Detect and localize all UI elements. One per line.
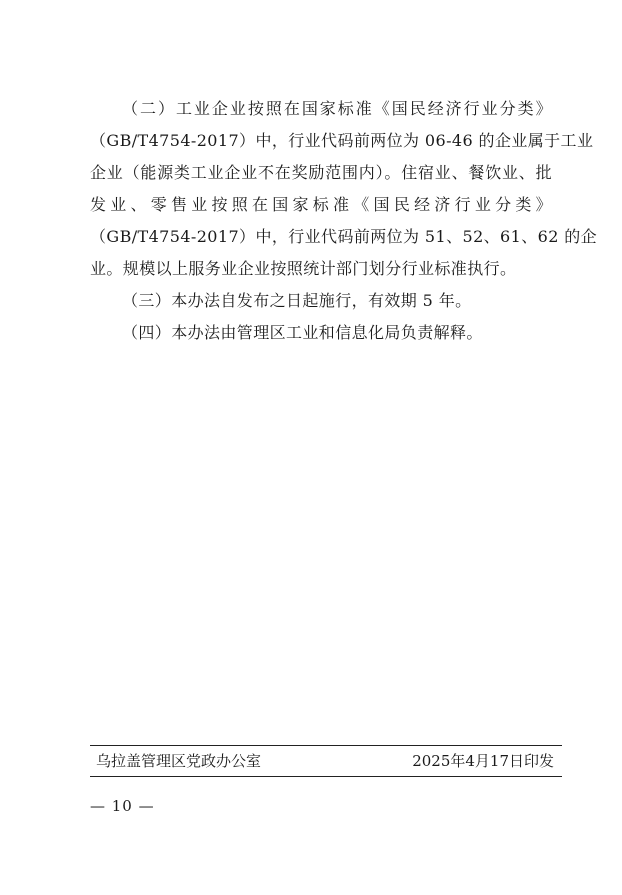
text-line: 企业（能源类工业企业不在奖励范围内）。住宿业、餐饮业、批 [90,163,552,182]
paragraph-clause-4 [90,317,552,349]
page-number: — 10 — [90,797,155,815]
issuance-record [90,745,562,777]
text-line: （GB/T4754-2017）中，行业代码前两位为 06-46 的企业属于工业 [90,131,594,150]
divider-top [90,745,562,746]
text-line: 业。规模以上服务业企业按照统计部门划分行业标准执行。 [90,259,517,278]
document-body [90,93,598,349]
text-line: 发业、零售业按照在国家标准《国民经济行业分类》 [90,195,552,214]
paragraph-clause-2 [90,93,598,285]
divider-bottom [90,776,562,777]
text-line: （GB/T4754-2017）中，行业代码前两位为 51、52、61、62 的企 [90,227,598,246]
paragraph-clause-3 [90,285,552,317]
issuing-office: 乌拉盖管理区党政办公室 [96,752,262,770]
issue-date: 2025年4月17日印发 [412,752,554,770]
text-line: （二）工业企业按照在国家标准《国民经济行业分类》 [122,99,552,118]
text-line: （四）本办法由管理区工业和信息化局负责解释。 [122,323,483,342]
text-line: （三）本办法自发布之日起施行，有效期 5 年。 [122,291,472,310]
